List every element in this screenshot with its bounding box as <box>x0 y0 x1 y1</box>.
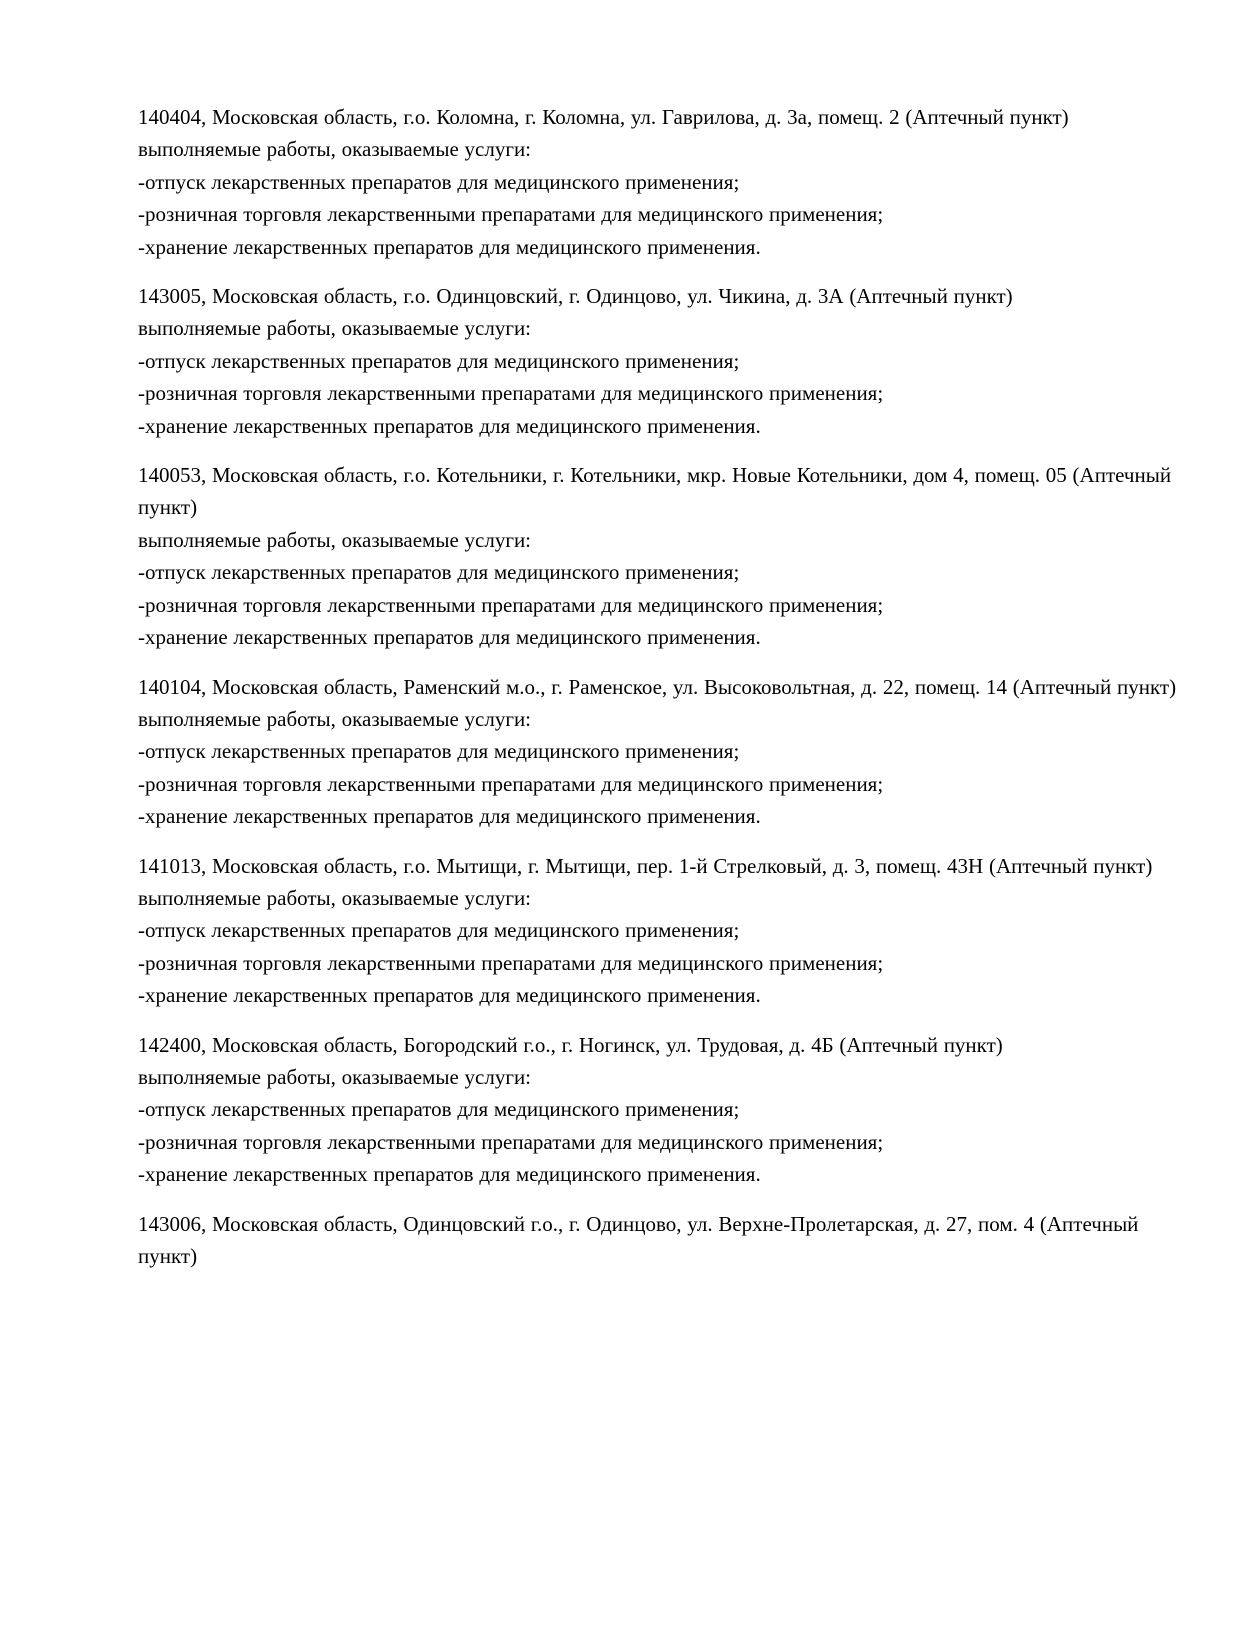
service-line: -розничная торговля лекарственными препаратами для медицинского применения; <box>138 950 884 975</box>
service-line: -розничная торговля лекарственными препаратами для медицинского применения; <box>138 592 884 617</box>
pharmacy-address: 140404, Московская область, г.о. Коломна, г. Коломна, ул. Гаврилова, д. 3а, помещ. 2 (Аптечный пункт) <box>138 105 1069 129</box>
service-line: -розничная торговля лекарственными препаратами для медицинского применения; <box>138 381 884 406</box>
services-intro: выполняемые работы, оказываемые услуги: <box>138 316 532 341</box>
service-line: -отпуск лекарственных препаратов для медицинского применения; <box>138 348 740 373</box>
service-line: -отпуск лекарственных препаратов для медицинского применения; <box>138 739 740 764</box>
license-entry <box>138 671 1180 833</box>
service-line: -розничная торговля лекарственными препаратами для медицинского применения; <box>138 202 884 227</box>
services-intro: выполняемые работы, оказываемые услуги: <box>138 1064 532 1089</box>
service-line: -хранение лекарственных препаратов для медицинского применения. <box>138 1162 761 1187</box>
service-line: -отпуск лекарственных препаратов для медицинского применения; <box>138 560 740 585</box>
service-line: -хранение лекарственных препаратов для медицинского применения. <box>138 983 761 1008</box>
service-line: -хранение лекарственных препаратов для медицинского применения. <box>138 413 761 438</box>
services-intro: выполняемые работы, оказываемые услуги: <box>138 706 532 731</box>
pharmacy-address: 140053, Московская область, г.о. Котельники, г. Котельники, мкр. Новые Котельники, дом 4, помещ. 05 (Аптечный пункт) <box>138 463 1172 520</box>
pharmacy-address: 142400, Московская область, Богородский г.о., г. Ногинск, ул. Трудовая, д. 4Б (Аптечный пункт) <box>138 1032 1003 1057</box>
service-line: -отпуск лекарственных препаратов для медицинского применения; <box>138 1097 740 1122</box>
license-entry <box>138 280 1180 442</box>
license-address-list <box>138 101 1180 1272</box>
services-intro: выполняемые работы, оказываемые услуги: <box>138 885 532 910</box>
license-entry <box>138 1208 1180 1273</box>
pharmacy-address: 141013, Московская область, г.о. Мытищи, г. Мытищи, пер. 1-й Стрелковый, д. 3, помещ. 43Н (Аптечный пункт) <box>138 853 1153 878</box>
license-entry <box>138 1029 1180 1191</box>
license-entry <box>138 101 1180 263</box>
service-line: -хранение лекарственных препаратов для медицинского применения. <box>138 804 761 829</box>
service-line: -хранение лекарственных препаратов для медицинского применения. <box>138 234 761 259</box>
services-intro: выполняемые работы, оказываемые услуги: <box>138 527 532 552</box>
pharmacy-address: 143006, Московская область, Одинцовский г.о., г. Одинцово, ул. Верхне-Пролетарская, д. 27, пом. 4 (Аптечный пункт) <box>138 1211 1139 1268</box>
license-entry <box>138 459 1180 653</box>
license-entry <box>138 850 1180 1012</box>
services-intro: выполняемые работы, оказываемые услуги: <box>138 137 532 162</box>
service-line: -розничная торговля лекарственными препаратами для медицинского применения; <box>138 1129 884 1154</box>
pharmacy-address: 143005, Московская область, г.о. Одинцовский, г. Одинцово, ул. Чикина, д. 3А (Аптечный пункт) <box>138 284 1013 309</box>
pharmacy-address: 140104, Московская область, Раменский м.о., г. Раменское, ул. Высоковольтная, д. 22, помещ. 14 (Аптечный пункт) <box>138 674 1177 699</box>
service-line: -розничная торговля лекарственными препаратами для медицинского применения; <box>138 771 884 796</box>
service-line: -отпуск лекарственных препаратов для медицинского применения; <box>138 918 740 943</box>
service-line: -хранение лекарственных препаратов для медицинского применения. <box>138 625 761 650</box>
service-line: -отпуск лекарственных препаратов для медицинского применения; <box>138 169 740 194</box>
